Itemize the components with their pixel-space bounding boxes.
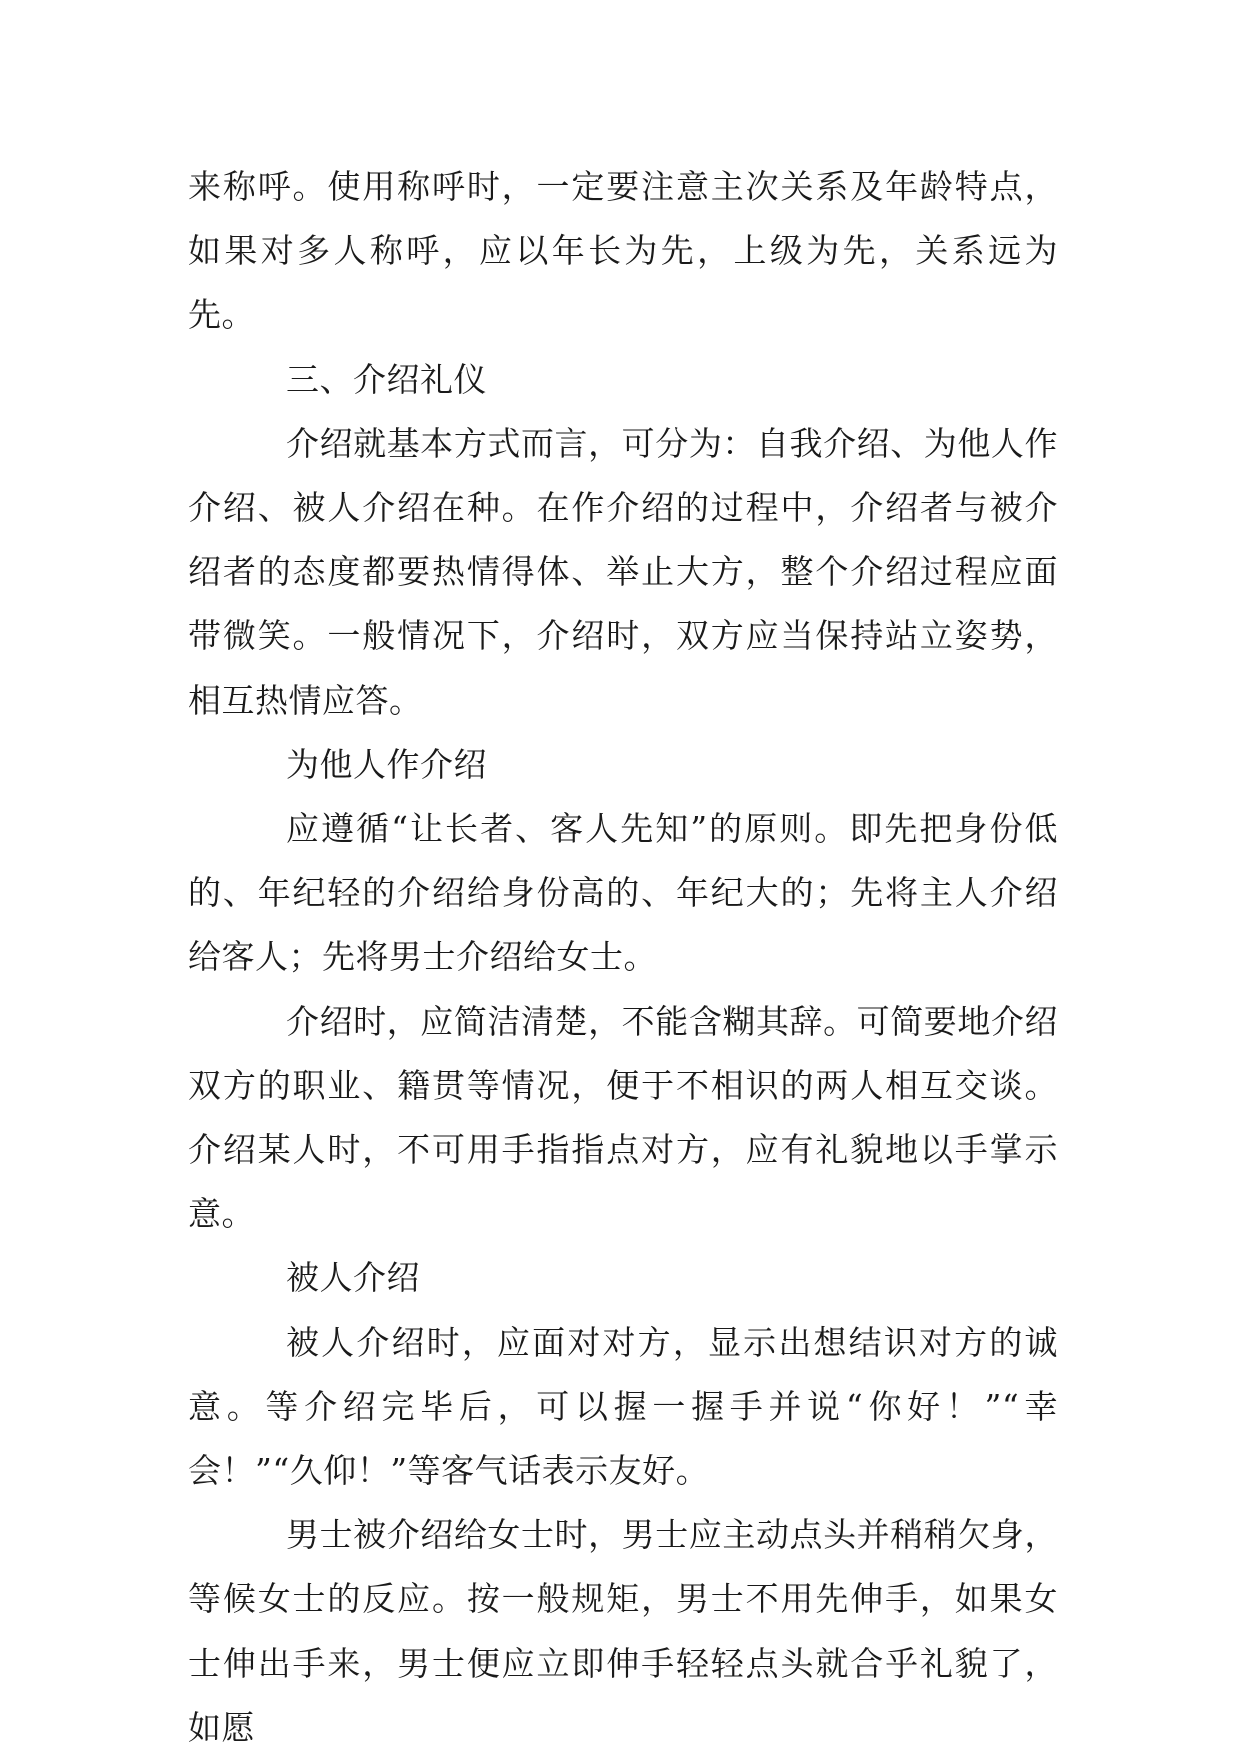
paragraph-honorific-order: 来称呼。使用称呼时，一定要注意主次关系及年龄特点，如果对多人称呼，应以年长为先，上级为先，关系远为先。	[188, 167, 1058, 335]
paragraph-being-introduced: 被人介绍时，应面对对方，显示出想结识对方的诚意。等介绍完毕后，可以握一握手并说“你好！”“幸会！”“久仰！”等客气话表示友好。	[188, 1322, 1058, 1491]
paragraph-man-introduced-to-woman: 男士被介绍给女士时，男士应主动点头并稍稍欠身，等候女士的反应。按一般规矩，男士不用先伸手，如果女士伸出手来，男士便应立即伸手轻轻点头就合乎礼貌了，如愿	[188, 1515, 1058, 1747]
document-body	[188, 155, 1058, 1760]
paragraph-introduction-clarity: 介绍时，应简洁清楚，不能含糊其辞。可简要地介绍双方的职业、籍贯等情况，便于不相识的两人相互交谈。介绍某人时，不可用手指指点对方，应有礼貌地以手掌示意。	[188, 1001, 1058, 1234]
subheading-being-introduced: 被人介绍	[286, 1258, 420, 1298]
paragraph-introduction-principle: 应遵循“让长者、客人先知”的原则。即先把身份低的、年纪轻的介绍给身份高的、年纪大的；先将主人介绍给客人；先将男士介绍给女士。	[188, 809, 1058, 977]
section-heading-introduction-etiquette: 三、介绍礼仪	[286, 359, 487, 399]
subheading-introducing-others: 为他人作介绍	[286, 744, 487, 784]
paragraph-introduction-methods: 介绍就基本方式而言，可分为：自我介绍、为他人作介绍、被人介绍在种。在作介绍的过程中，介绍者与被介绍者的态度都要热情得体、举止大方，整个介绍过程应面带微笑。一般情况下，介绍时，双方应当保持站立姿势，相互热情应答。	[188, 423, 1058, 720]
